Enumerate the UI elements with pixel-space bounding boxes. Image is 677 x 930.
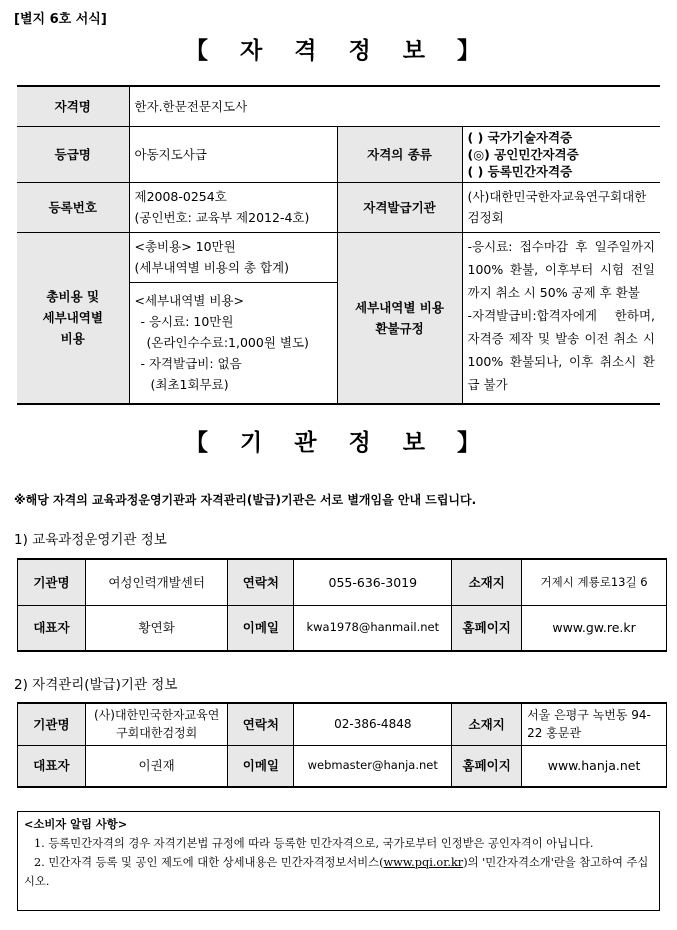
total-cost-line2: (세부내역별 비용의 총 합계): [134, 260, 289, 275]
edu-contact-value: 055-636-3019: [294, 559, 452, 605]
separate-institution-notice: ※해당 자격의 교육과정운영기관과 자격관리(발급)기관은 서로 별개임을 안내 드립니다.: [14, 493, 477, 507]
mgmt-address-label: 소재지: [452, 703, 522, 745]
type-option-registered: ( ) 등록민간자격증: [467, 163, 573, 179]
edu-institution-heading: 1) 교육과정운영기관 정보: [14, 532, 167, 548]
qual-type-label: 자격의 종류: [337, 126, 462, 182]
refund-exam-fee: -응시료: 접수마감 후 일주일까지 100% 환불, 이후부터 시험 전일까지 취소 시 50% 공제 후 환불: [467, 238, 655, 300]
cost-detail-issue: - 자격발급비: 없음: [140, 356, 242, 372]
qualification-info-title: 【 자 격 정 보 】: [185, 38, 492, 64]
cost-detail-exam: - 응시료: 10만원: [140, 314, 234, 330]
issuer-label: 자격발급기관: [337, 182, 462, 232]
edu-homepage-value: www.gw.re.kr: [522, 605, 667, 651]
mgmt-address-value: 서울 은평구 녹번동 94-22 홍문관: [522, 703, 667, 745]
edu-address-value: 거제시 계룡로13길 6: [522, 559, 667, 605]
reg-number-line1: 제2008-0254호: [134, 189, 227, 204]
pqi-link[interactable]: www.pqi.or.kr: [383, 856, 464, 869]
mgmt-email-label: 이메일: [228, 745, 294, 787]
grade-label: 등급명: [17, 126, 129, 182]
edu-address-label: 소재지: [452, 559, 522, 605]
issuer-value: (사)대한민국한자교육연구회대한검정회: [462, 182, 660, 232]
cost-detail-online: (온라인수수료:1,000원 별도): [146, 335, 309, 351]
mgmt-homepage-label: 홈페이지: [452, 745, 522, 787]
cost-detail-title: <세부내역별 비용>: [134, 293, 244, 309]
consumer-notice-item-1: 1. 등록민간자격의 경우 자격기본법 규정에 따라 등록한 민간자격으로, 국가로부터 인정받은 공인자격이 아닙니다.: [34, 837, 594, 850]
mgmt-org-label: 기관명: [18, 703, 86, 745]
cost-label: 총비용 및 세부내역별 비용: [17, 232, 129, 404]
qual-name-label: 자격명: [17, 86, 129, 126]
mgmt-homepage-value: www.hanja.net: [522, 745, 667, 787]
refund-label: 세부내역별 비용 환불규정: [337, 232, 462, 404]
reg-number-line2: (공인번호: 교육부 제2012-4호): [134, 210, 310, 225]
qualification-info-table: [17, 85, 660, 405]
institution-info-title: 【 기 관 정 보 】: [185, 430, 492, 456]
consumer-notice-item-2: 2. 민간자격 등록 및 공인 제도에 대한 상세내용은 민간자격정보서비스(www.pqi.or.kr)의 '민간자격소개'란을 참고하여 주십시오.: [24, 856, 649, 888]
refund-issue-fee: -자격발급비:합격자에게 한하며, 자격증 제작 및 발송 이전 취소 시 100% 환불되나, 이후 취소시 환급 불가: [467, 307, 655, 392]
cost-detail-cell: [129, 282, 337, 404]
mgmt-org-value: (사)대한민국한자교육연구회대한검정회: [85, 703, 228, 745]
type-option-accredited: (◎) 공인민간자격증: [467, 146, 579, 162]
edu-contact-label: 연락처: [228, 559, 294, 605]
edu-homepage-label: 홈페이지: [452, 605, 522, 651]
form-number-label: [별지 6호 서식]: [14, 12, 107, 27]
refund-policy: [462, 232, 660, 404]
cost-detail-first-free: (최초1회무료): [150, 377, 229, 393]
edu-rep-value: 황연화: [85, 605, 228, 651]
reg-number-label: 등록번호: [17, 182, 129, 232]
mgmt-contact-label: 연락처: [228, 703, 294, 745]
mgmt-rep-label: 대표자: [18, 745, 86, 787]
edu-org-label: 기관명: [18, 559, 86, 605]
edu-org-value: 여성인력개발센터: [85, 559, 228, 605]
consumer-notice-title: <소비자 알림 사항>: [24, 817, 128, 831]
grade-value: 아동지도사급: [129, 126, 337, 182]
reg-number-value: [129, 182, 337, 232]
mgmt-institution-table: [17, 702, 667, 788]
mgmt-institution-heading: 2) 자격관리(발급)기관 정보: [14, 677, 178, 693]
edu-institution-table: [17, 558, 667, 652]
edu-email-label: 이메일: [228, 605, 294, 651]
consumer-notice-box: [17, 811, 660, 911]
total-cost-line1: <총비용> 10만원: [134, 239, 236, 254]
mgmt-rep-value: 이권재: [85, 745, 228, 787]
total-cost-cell: [129, 232, 337, 282]
mgmt-contact-value: 02-386-4848: [294, 703, 452, 745]
type-option-national: ( ) 국가기술자격증: [467, 129, 573, 145]
edu-email-value: kwa1978@hanmail.net: [294, 605, 452, 651]
mgmt-email-value: webmaster@hanja.net: [294, 745, 452, 787]
qual-name-value: 한자.한문전문지도사: [129, 86, 660, 126]
edu-rep-label: 대표자: [18, 605, 86, 651]
qual-type-options: [462, 126, 660, 182]
